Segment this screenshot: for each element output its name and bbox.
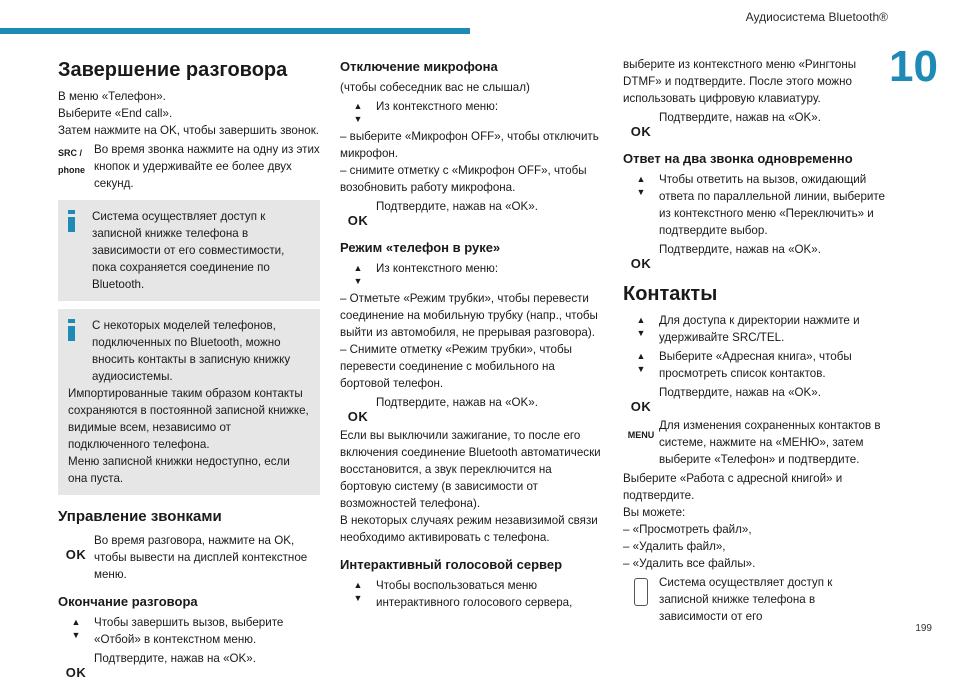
info-icon <box>68 319 75 341</box>
contacts-paragraph-1: Выберите «Работа с адресной книгой» и подтвердите. <box>623 472 843 502</box>
up-down-arrows-icon: ▲ ▼ <box>353 101 363 124</box>
up-down-arrows-icon: ▲ ▼ <box>71 617 81 640</box>
note-2-text-c: Меню записной книжки недоступно, если она пуста. <box>68 455 290 485</box>
end-src-row <box>58 141 320 192</box>
up-down-arrows-icon: ▲ ▼ <box>636 351 646 374</box>
ok-icon: OK <box>630 256 652 271</box>
contacts-phone-row <box>623 574 885 625</box>
heading-mic-off: Отключение микрофона <box>340 59 498 74</box>
end-line-1: В меню «Телефон». <box>58 90 166 103</box>
ivr-ok-text: Подтвердите, нажав на «OK». <box>659 111 821 124</box>
contacts-paragraph-2: Вы можете: <box>623 506 686 519</box>
heading-hang-up: Окончание разговора <box>58 594 198 609</box>
hangup-arrows-text: Чтобы завершить вызов, выберите «Отбой» в контекстном меню. <box>94 616 284 646</box>
two-arrows-row <box>623 171 885 239</box>
info-note-2 <box>58 309 320 495</box>
hand-arrows-text: Из контекстного меню: <box>376 262 499 275</box>
ok-icon: OK <box>630 399 652 414</box>
column-2 <box>340 56 604 613</box>
mic-ok-row <box>340 198 604 229</box>
column-1 <box>58 56 320 683</box>
ok-icon: OK <box>65 547 87 562</box>
column-3 <box>623 56 885 627</box>
contacts-list-item-3: – «Удалить все файлы». <box>623 557 756 570</box>
ivr-arrows-row <box>340 577 604 611</box>
ok-icon: OK <box>347 213 369 228</box>
mic-ok-text: Подтвердите, нажав на «OK». <box>376 200 538 213</box>
contacts-arrows-row-1 <box>623 312 885 346</box>
up-down-arrows-icon: ▲ ▼ <box>353 263 363 286</box>
hand-paragraph-2: В некоторых случаях режим незавизимой связи необходимо активировать с телефона. <box>340 514 598 544</box>
hangup-ok-text: Подтвердите, нажав на «OK». <box>94 652 256 665</box>
two-arrows-text: Чтобы ответить на вызов, ожидающий ответа по параллельной линии, выберите из контекстного меню «Переключить» и подтвердите выбор. <box>659 173 885 237</box>
hand-line-1: – Отметьте «Режим трубки», чтобы перевести соединение на мобильную трубку (напр., чтобы выйти из автомобиля, не прерывая разговора). <box>340 292 598 339</box>
heading-handset-mode: Режим «телефон в руке» <box>340 240 501 255</box>
ivr-arrows-text: Чтобы воспользоваться меню интерактивного голосового сервера, <box>376 579 573 609</box>
hand-ok-row <box>340 394 604 425</box>
contacts-arrows-text-2: Выберите «Адресная книга», чтобы просмотреть список контактов. <box>659 350 852 380</box>
contacts-ok-row <box>623 384 885 415</box>
ivr-ok-row <box>623 109 885 140</box>
manage-ok-row <box>58 532 320 583</box>
contacts-arrows-row-2 <box>623 348 885 382</box>
hangup-ok-row <box>58 650 320 681</box>
src-phone-icon: SRC / phone <box>58 148 85 175</box>
contacts-list-item-1: – «Просмотреть файл», <box>623 523 752 536</box>
mic-arrows-text: Из контекстного меню: <box>376 100 499 113</box>
heading-manage-calls: Управление звонками <box>58 508 222 525</box>
manage-ok-text: Во время разговора, нажмите на OK, чтобы вывести на дисплей контекстное меню. <box>94 534 308 581</box>
contacts-menu-text: Для изменения сохраненных контактов в системе, нажмите на «МЕНЮ», затем выберите «Телефон» и подтвердите. <box>659 419 881 466</box>
two-ok-text: Подтвердите, нажав на «OK». <box>659 243 821 256</box>
heading-contacts: Контакты <box>623 283 718 305</box>
end-line-2: Выберите «End call». <box>58 107 173 120</box>
info-note-1 <box>58 200 320 301</box>
note-1-text: Система осуществляет доступ к записной книжке телефона в зависимости от его совместимости, пока сохраняется соединение по Bluetooth. <box>92 210 285 291</box>
chapter-number: 10 <box>889 42 938 91</box>
page-number: 199 <box>915 623 932 634</box>
contacts-arrows-text-1: Для доступа к директории нажмите и удерживайте SRC/TEL. <box>659 314 860 344</box>
hangup-arrows-row <box>58 614 320 648</box>
contacts-phone-text: Система осуществляет доступ к записной книжке телефона в зависимости от его <box>659 576 833 623</box>
up-down-arrows-icon: ▲ ▼ <box>636 315 646 338</box>
up-down-arrows-icon: ▲ ▼ <box>636 174 646 197</box>
info-icon <box>68 210 75 232</box>
header-accent-bar <box>0 28 470 34</box>
note-2-text-a: С некоторых моделей телефонов, подключенных по Bluetooth, можно вносить контакты в записную книжку аудиосистемы. <box>92 319 291 383</box>
contacts-ok-text: Подтвердите, нажав на «OK». <box>659 386 821 399</box>
ok-icon: OK <box>630 124 652 139</box>
mic-line-2: – снимите отметку с «Микрофон OFF», чтобы возобновить работу микрофона. <box>340 164 587 194</box>
hand-paragraph-1: Если вы выключили зажигание, то после его включения соединение Bluetooth автоматически восстановится, а звук переключится на бортовую систему (в зависимости от возможностей телефона). <box>340 429 601 510</box>
two-ok-row <box>623 241 885 272</box>
phone-icon <box>623 574 659 606</box>
up-down-arrows-icon: ▲ ▼ <box>353 580 363 603</box>
note-2-text-b: Импортированные таким образом контакты сохраняются в постоянной записной книжке, видимые всем, независимо от подключенного телефона. <box>68 387 309 451</box>
heading-voice-server: Интерактивный голосовой сервер <box>340 557 563 572</box>
contacts-list-item-2: – «Удалить файл», <box>623 540 726 553</box>
end-line-3: Затем нажмите на OK, чтобы завершить звонок. <box>58 124 320 137</box>
mic-line-1: – выберите «Микрофон OFF», чтобы отключить микрофон. <box>340 130 599 160</box>
heading-end-call: Завершение разговора <box>58 59 288 81</box>
ivr-continued: выберите из контекстного меню «Рингтоны DTMF» и подтвердите. После этого можно использовать цифровую клавиатуру. <box>623 58 857 105</box>
hand-arrows-row <box>340 260 604 288</box>
contacts-menu-row <box>623 417 885 468</box>
hand-line-2: – Снимите отметку «Режим трубки», чтобы перевести соединение с мобильного на бортовой телефон. <box>340 343 572 390</box>
menu-icon: MENU <box>627 430 655 440</box>
heading-two-calls: Ответ на два звонка одновременно <box>623 151 853 166</box>
ok-icon: OK <box>65 665 87 680</box>
mic-arrows-row <box>340 98 604 126</box>
hand-ok-text: Подтвердите, нажав на «OK». <box>376 396 538 409</box>
page-header-title: Аудиосистема Bluetooth® <box>745 10 888 24</box>
end-src-text: Во время звонка нажмите на одну из этих кнопок и удерживайте ее более двух секунд. <box>94 143 320 190</box>
ok-icon: OK <box>347 409 369 424</box>
mic-subtitle: (чтобы собеседник вас не слышал) <box>340 81 530 94</box>
